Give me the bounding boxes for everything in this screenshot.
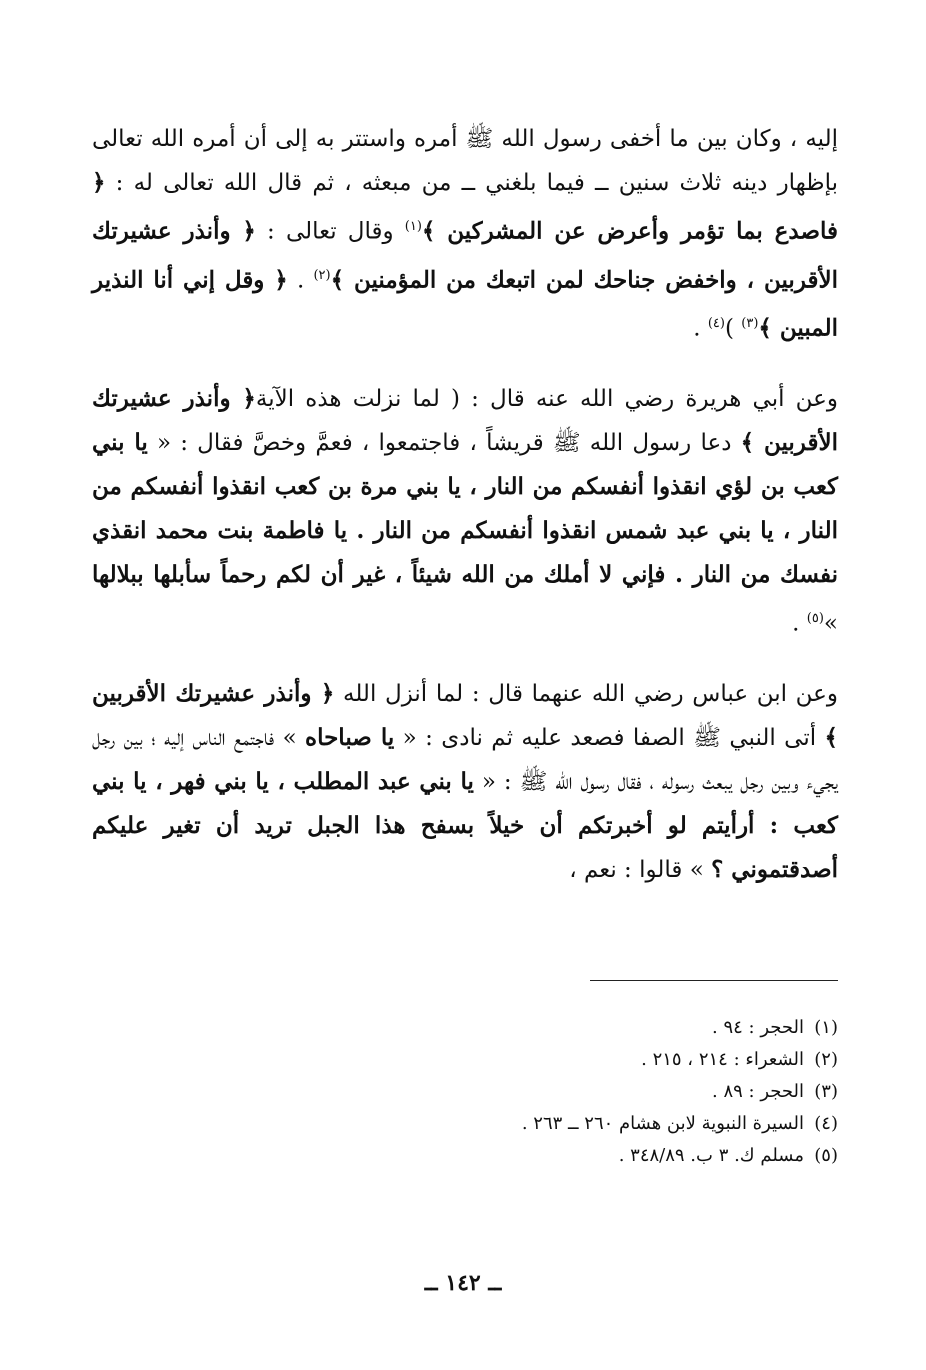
footnote — [278, 1108, 838, 1140]
text-run: وعن ابن عباس رضي الله عنهما قال : لما أنزل الله — [334, 680, 838, 707]
footnote-text: الحجر : ٨٩ . — [712, 1081, 804, 1102]
footnote-text: مسلم ك. ٣ ب. ٣٤٨/٨٩ . — [618, 1145, 804, 1166]
emphasized-text: ﴿ وقل إني أنا النذير المبين ﴾ — [92, 266, 838, 342]
text-run: . — [693, 315, 708, 342]
text-run: دعا رسول الله ﷺ قريشاً ، فاجتمعوا ، فعمَّ وخصَّ فقال : « — [147, 429, 741, 456]
footnote-number: (١) — [814, 1017, 838, 1038]
footnote — [278, 1044, 838, 1076]
footnote-number: (٥) — [814, 1145, 838, 1166]
footnote-ref: (٤) — [707, 316, 725, 332]
footnote-ref: (٣) — [741, 316, 759, 332]
footnote-number: (٢) — [814, 1049, 838, 1070]
paragraph — [92, 672, 838, 892]
footnote — [278, 1140, 838, 1172]
footnote-ref: (٥) — [806, 610, 824, 626]
emphasized-text: يا بني كعب بن لؤي انقذوا أنفسكم من النار ، يا بني مرة بن كعب انقذوا أنفسكم من النار ، يا بني عبد شمس انقذوا أنفسكم من النار . يا فاطمة بنت محمد انقذي نفسك من النار . فإني لا أملك من الله شيئاً ، غير أن لكم رحماً سأبلها ببلالها — [92, 428, 838, 588]
footnote-text: السيرة النبوية لابن هشام ٢٦٠ ــ ٢٦٣ . — [521, 1113, 804, 1134]
footnote-text: الشعراء : ٢١٤ ، ٢١٥ . — [641, 1049, 804, 1070]
footnote — [278, 1076, 838, 1108]
page-body — [92, 118, 838, 918]
footnote-text: الحجر : ٩٤ . — [712, 1017, 804, 1038]
page-number: ــ ١٤٢ ــ — [424, 1270, 502, 1296]
emphasized-text: ﴿ فاصدع بما تؤمر وأعرض عن المشركين ﴾ — [92, 169, 838, 245]
paragraph — [92, 377, 838, 646]
emphasized-text: يا بني عبد المطلب ، يا بني فهر ، يا بني كعب : أرأيتم لو أخبرتكم أن خيلاً بسفح هذا الجبل تريد أن تغير عليكم أصدقتموني ؟ — [92, 767, 838, 883]
text-run: . — [792, 610, 807, 637]
footnote — [278, 1012, 838, 1044]
text-run: وعن أبي هريرة رضي الله عنه قال : ( لما نزلت هذه الآية — [255, 385, 838, 412]
text-run: إليه ، وكان بين ما أخفى رسول الله ﷺ أمره واستتر به إلى أن أمره الله تعالى بإظهار دينه ثلاث سنين ــ فيما بلغني ــ من مبعثه ، ثم قال الله تعالى له : — [92, 126, 838, 196]
text-run: » قالوا : نعم ، — [569, 856, 712, 883]
text-run: » — [823, 610, 838, 637]
emphasized-text: ﴿ وأنذر عشيرتك الأقربين ، واخفض جناحك لمن اتبعك من المؤمنين ﴾ — [92, 217, 839, 294]
text-run: » فاجتمع الناس إليه ؛ بين رجل يجيء وبين رجل يبعث رسوله ، فقال رسول الله ﷺ : « — [92, 724, 838, 795]
text-run: وقال تعالى : — [255, 218, 405, 245]
footnote-number: (٣) — [814, 1081, 838, 1102]
emphasized-text: ﴿ وأنذر عشيرتك الأقربين ﴾ — [92, 679, 839, 751]
footnote-separator — [590, 980, 838, 981]
footnote-number: (٤) — [814, 1113, 838, 1134]
text-run: . — [287, 267, 314, 294]
paragraph — [92, 118, 838, 351]
text-run: أتى النبي ﷺ الصفا فصعد عليه ثم نادى : « — [394, 724, 825, 751]
footnotes — [278, 1012, 838, 1172]
emphasized-text: يا صباحاه — [305, 723, 395, 751]
footnote-ref: (١) — [404, 219, 422, 234]
footnote-ref: (٢) — [313, 267, 331, 283]
text-run: ) — [724, 315, 742, 342]
emphasized-text: ﴿ وأنذر عشيرتك الأقربين ﴾ — [92, 384, 838, 456]
